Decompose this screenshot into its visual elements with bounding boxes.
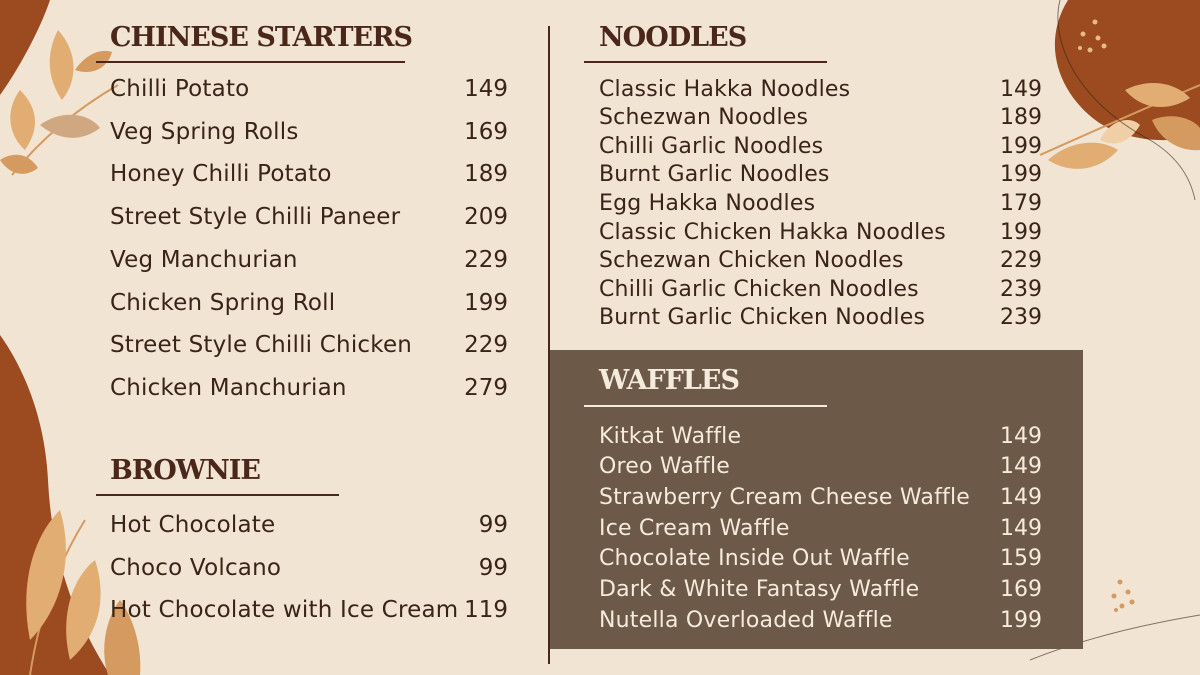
menu-item: [599, 188, 1042, 218]
menu-item-name: Dark & White Fantasy Waffle: [599, 577, 920, 602]
menu-item-name: Hot Chocolate: [110, 512, 276, 538]
section-brownie: [110, 455, 508, 635]
title-underline: [96, 61, 405, 63]
menu-item: [599, 131, 1042, 161]
menu-item: [599, 274, 1042, 304]
menu-item-price: 179: [1000, 190, 1042, 216]
menu-item-price: 239: [1000, 305, 1042, 331]
section-title: BROWNIE: [110, 455, 260, 486]
menu-item: [599, 513, 1042, 543]
menu-item-price: 149: [1000, 423, 1042, 449]
menu-item-price: 229: [464, 246, 508, 273]
menu-item-name: Schezwan Noodles: [599, 105, 809, 131]
menu-item-name: Chicken Manchurian: [110, 374, 347, 401]
menu-item: [599, 160, 1042, 190]
menu-item-name: Street Style Chilli Chicken: [110, 332, 413, 359]
menu-item-name: Chicken Spring Roll: [110, 289, 336, 316]
menu-item-name: Ice Cream Waffle: [599, 515, 790, 541]
menu-item: [599, 74, 1042, 104]
menu-item-price: 189: [1000, 105, 1042, 131]
menu-item-price: 149: [1000, 515, 1042, 541]
section-title: NOODLES: [599, 22, 747, 53]
menu-item-price: 279: [464, 374, 508, 401]
title-underline: [584, 61, 827, 63]
menu-item-name: Classic Chicken Hakka Noodles: [599, 219, 946, 245]
menu-item: [599, 303, 1042, 333]
menu-item-price: 149: [1000, 76, 1042, 102]
menu-item: [110, 373, 508, 403]
title-underline: [96, 494, 339, 496]
column-divider: [548, 26, 550, 664]
menu-item-name: Chilli Garlic Noodles: [599, 133, 824, 159]
menu-item-name: Veg Spring Rolls: [110, 118, 299, 145]
menu-item-price: 99: [478, 512, 508, 538]
menu-item: [110, 330, 508, 360]
menu-item: [599, 452, 1042, 482]
menu-item-name: Burnt Garlic Chicken Noodles: [599, 305, 926, 331]
menu-item-name: Chocolate Inside Out Waffle: [599, 546, 910, 572]
menu-item: [110, 245, 508, 275]
menu-item: [599, 575, 1042, 605]
menu-item-price: 229: [464, 332, 508, 359]
menu-item-price: 169: [464, 118, 508, 145]
title-underline: [584, 405, 827, 407]
menu-item-name: Burnt Garlic Noodles: [599, 162, 830, 188]
section-noodles: [599, 22, 1042, 342]
menu-item-price: 149: [464, 76, 508, 102]
menu-item: [599, 544, 1042, 574]
menu-item-name: Egg Hakka Noodles: [599, 190, 816, 216]
menu-item: [110, 202, 508, 232]
section-waffles: [599, 365, 1042, 640]
menu-item-price: 99: [478, 554, 508, 581]
menu-item-name: Strawberry Cream Cheese Waffle: [599, 484, 971, 510]
menu-item-price: 239: [1000, 276, 1042, 302]
top-left-blob: [0, 0, 50, 95]
menu-item: [599, 246, 1042, 276]
menu-item-price: 169: [1000, 577, 1042, 602]
menu-item-price: 209: [464, 204, 508, 231]
menu-item-price: 199: [1000, 162, 1042, 188]
menu-item-price: 199: [1000, 133, 1042, 159]
section-title: WAFFLES: [599, 365, 739, 396]
menu-item: [110, 117, 508, 147]
menu-item-price: 199: [464, 289, 508, 316]
menu-item: [599, 103, 1042, 133]
dots-bottom-right-icon: [1112, 580, 1135, 613]
menu-item-name: Veg Manchurian: [110, 246, 298, 273]
section-title: CHINESE STARTERS: [110, 22, 413, 53]
menu-item-name: Chilli Potato: [110, 76, 250, 102]
menu-item-price: 189: [464, 161, 508, 188]
menu-item-name: Oreo Waffle: [599, 454, 731, 480]
menu-item-price: 199: [1000, 219, 1042, 245]
menu-item: [110, 288, 508, 318]
menu-item-name: Classic Hakka Noodles: [599, 76, 851, 102]
menu-item-name: Kitkat Waffle: [599, 423, 742, 449]
menu-item: [110, 74, 508, 104]
menu-item-name: Schezwan Chicken Noodles: [599, 248, 904, 274]
menu-item-price: 149: [1000, 454, 1042, 480]
menu-item-price: 119: [464, 597, 508, 623]
menu-item-price: 229: [1000, 248, 1042, 274]
menu-item: [599, 217, 1042, 247]
menu-item: [599, 421, 1042, 451]
menu-item-name: Hot Chocolate with Ice Cream: [110, 597, 459, 623]
menu-item: [599, 605, 1042, 635]
menu-item: [110, 553, 508, 583]
menu-item: [110, 159, 508, 189]
menu-item-price: 159: [1000, 546, 1042, 572]
menu-item-name: Chilli Garlic Chicken Noodles: [599, 276, 919, 302]
menu-item-name: Choco Volcano: [110, 554, 282, 581]
menu-item-name: Honey Chilli Potato: [110, 161, 332, 188]
menu-item: [110, 595, 508, 625]
menu-item-name: Nutella Overloaded Waffle: [599, 607, 893, 633]
menu-item-name: Street Style Chilli Paneer: [110, 204, 401, 231]
menu-item-price: 199: [1000, 607, 1042, 633]
menu-item: [110, 510, 508, 540]
menu-item-price: 149: [1000, 484, 1042, 510]
section-chinese-starters: [110, 22, 508, 422]
menu-item: [599, 482, 1042, 512]
